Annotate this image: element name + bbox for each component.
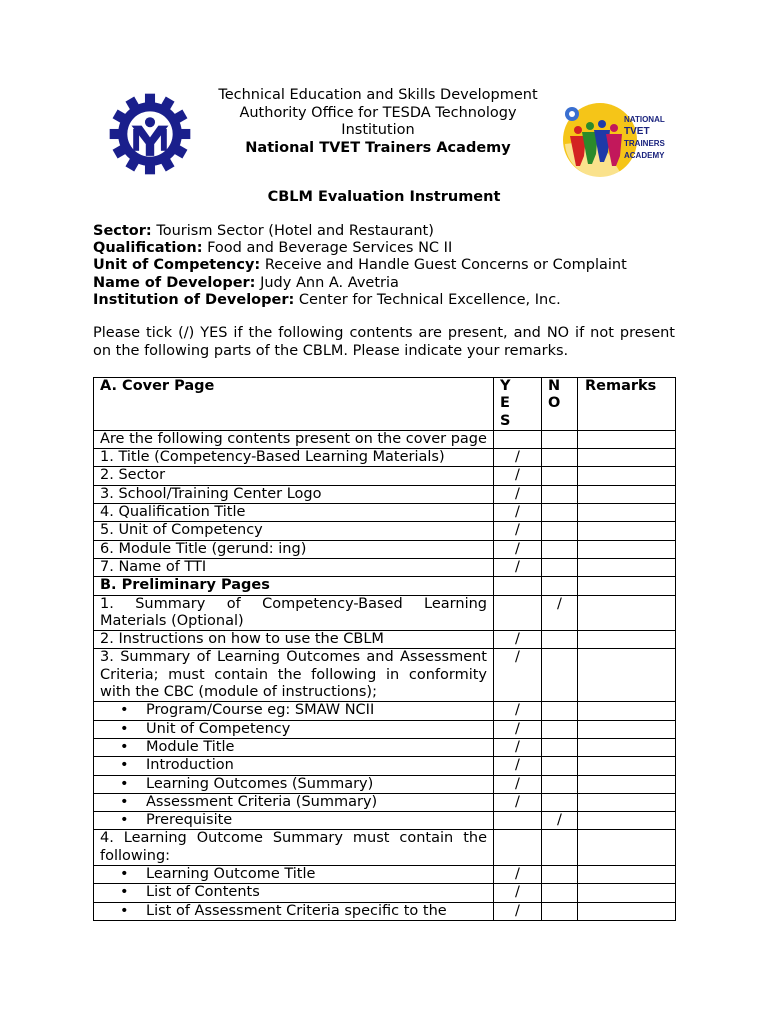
no-cell[interactable] [542,720,578,738]
checklist-item [94,812,494,830]
no-cell[interactable] [542,738,578,756]
tesda-gear-logo [108,92,192,176]
yes-cell[interactable]: / [494,757,542,775]
info-value: Receive and Handle Guest Concerns or Complaint [260,257,627,274]
remarks-cell[interactable] [578,540,676,558]
table-row [94,449,676,467]
table-row [94,884,676,902]
no-cell[interactable] [542,702,578,720]
yes-cell[interactable] [494,812,542,830]
no-cell[interactable] [542,793,578,811]
yes-cell[interactable]: / [494,793,542,811]
yes-cell[interactable] [494,577,542,595]
table-row [94,757,676,775]
checklist-item [94,884,494,902]
yes-cell[interactable]: / [494,702,542,720]
bullet-icon: • [120,775,129,792]
checklist-item: 2. Instructions on how to use the CBLM [94,631,494,649]
no-cell[interactable]: / [542,595,578,631]
remarks-cell[interactable] [578,793,676,811]
info-value: Judy Ann A. Avetria [255,274,399,291]
remarks-cell[interactable] [578,504,676,522]
ntta-line-2: TVET [624,126,650,137]
document-header [200,87,556,157]
no-cell[interactable] [542,884,578,902]
info-label: Qualification: [93,240,203,257]
yes-cell[interactable]: / [494,558,542,576]
checklist-item [94,775,494,793]
remarks-cell[interactable] [578,485,676,503]
checklist-item: 2. Sector [94,467,494,485]
no-cell[interactable] [542,902,578,920]
table-row [94,504,676,522]
remarks-cell[interactable] [578,558,676,576]
bullet-icon: • [120,884,129,901]
checklist-item: 3. School/Training Center Logo [94,485,494,503]
checklist-item [94,902,494,920]
yes-cell[interactable]: / [494,649,542,702]
table-row [94,649,676,702]
header-cover-page: A. Cover Page [94,378,494,431]
checklist-item [94,793,494,811]
no-cell[interactable] [542,577,578,595]
checklist-item [94,757,494,775]
remarks-cell[interactable] [578,812,676,830]
remarks-cell[interactable] [578,522,676,540]
checklist-item: 6. Module Title (gerund: ing) [94,540,494,558]
yes-cell[interactable]: / [494,449,542,467]
checklist-item-text: List of Contents [146,884,260,901]
yes-cell[interactable]: / [494,884,542,902]
table-row [94,430,676,448]
checklist-item-text: Introduction [146,757,234,774]
no-cell[interactable] [542,631,578,649]
info-qualification [93,240,693,257]
remarks-cell[interactable] [578,738,676,756]
table-row [94,738,676,756]
no-cell[interactable] [542,830,578,866]
table-row [94,812,676,830]
document-title: CBLM Evaluation Instrument [267,189,501,205]
no-cell[interactable] [542,775,578,793]
table-row [94,595,676,631]
info-value: Food and Beverage Services NC II [202,240,453,257]
checklist-item-text: List of Assessment Criteria specific to the [146,902,447,919]
checklist-item-text: Unit of Competency [146,720,291,737]
bullet-icon: • [120,793,129,810]
info-unit-of-competency [93,257,693,274]
yes-cell[interactable]: / [494,902,542,920]
remarks-cell[interactable] [578,902,676,920]
no-cell[interactable] [542,540,578,558]
info-label: Name of Developer: [93,274,256,291]
remarks-cell[interactable] [578,631,676,649]
yes-cell[interactable]: / [494,738,542,756]
header-line-2: Authority Office for TESDA Technology [239,104,517,121]
yes-cell[interactable]: / [494,504,542,522]
remarks-cell[interactable] [578,884,676,902]
yes-cell[interactable]: / [494,522,542,540]
checklist-item-text: Prerequisite [146,812,233,829]
table-row [94,720,676,738]
instructions: Please tick (/) YES if the following contents are present, and NO if not present on the following parts of the CBLM. Please indicate your remarks. [93,325,675,359]
header-no-label: NO [548,378,561,412]
info-developer-name [93,275,693,292]
yes-cell[interactable]: / [494,631,542,649]
header-yes-label: YES [500,378,511,429]
remarks-cell[interactable] [578,775,676,793]
info-sector [93,223,693,240]
evaluation-table [93,377,676,921]
no-cell[interactable] [542,485,578,503]
table-row [94,775,676,793]
checklist-item [94,738,494,756]
no-cell[interactable] [542,467,578,485]
no-cell[interactable] [542,504,578,522]
checklist-item: 4. Qualification Title [94,504,494,522]
checklist-item-text: Learning Outcome Title [146,866,316,883]
no-cell[interactable] [542,449,578,467]
info-value: Center for Technical Excellence, Inc. [294,291,561,308]
table-row [94,485,676,503]
remarks-cell[interactable] [578,649,676,702]
bullet-icon: • [120,738,129,755]
no-cell[interactable] [542,757,578,775]
info-label: Unit of Competency: [93,257,261,274]
ntta-line-1: NATIONAL [624,115,665,124]
bullet-icon: • [120,902,129,919]
checklist-item-text: Program/Course eg: SMAW NCII [146,702,375,719]
no-cell[interactable]: / [542,812,578,830]
table-row [94,522,676,540]
remarks-cell[interactable] [578,702,676,720]
checklist-item [94,866,494,884]
header-line-4: National TVET Trainers Academy [245,139,511,156]
no-cell[interactable] [542,558,578,576]
checklist-item-text: Assessment Criteria (Summary) [146,793,378,810]
table-row [94,540,676,558]
checklist-item: 3. Summary of Learning Outcomes and Assessment Criteria; must contain the following in conformity with the CBC (module of instructions); [94,649,494,702]
header-line-3: Institution [341,122,415,138]
table-row [94,702,676,720]
remarks-cell[interactable] [578,577,676,595]
checklist-item: 4. Learning Outcome Summary must contain the following: [94,830,494,866]
table-row [94,866,676,884]
section-heading: B. Preliminary Pages [94,577,494,595]
no-cell[interactable] [542,430,578,448]
remarks-cell[interactable] [578,595,676,631]
ntta-line-3: TRAINERS [624,139,665,148]
header-remarks: Remarks [578,378,676,431]
info-value: Tourism Sector (Hotel and Restaurant) [151,223,434,239]
table-row [94,830,676,866]
remarks-cell[interactable] [578,757,676,775]
remarks-cell[interactable] [578,866,676,884]
bullet-icon: • [120,757,129,774]
table-row [94,631,676,649]
checklist-item [94,720,494,738]
no-cell[interactable] [542,649,578,702]
header-yes [494,378,542,431]
table-row [94,577,676,595]
ntta-line-4: ACADEMY [624,151,665,160]
checklist-item: 1. Title (Competency-Based Learning Materials) [94,449,494,467]
bullet-icon: • [120,812,129,829]
info-label: Institution of Developer: [93,291,295,308]
remarks-cell[interactable] [578,467,676,485]
yes-cell[interactable] [494,595,542,631]
yes-cell[interactable]: / [494,720,542,738]
ntta-logo [560,100,672,178]
yes-cell[interactable] [494,830,542,866]
info-label: Sector: [93,223,152,239]
checklist-item-text: Module Title [146,738,235,755]
header-line-1: Technical Education and Skills Development [218,87,538,103]
table-row [94,467,676,485]
bullet-icon: • [120,866,129,883]
bullet-icon: • [120,720,129,737]
table-row [94,793,676,811]
checklist-item [94,702,494,720]
yes-cell[interactable]: / [494,467,542,485]
remarks-cell[interactable] [578,720,676,738]
yes-cell[interactable]: / [494,485,542,503]
checklist-item: Are the following contents present on the cover page [94,430,494,448]
checklist-item: 5. Unit of Competency [94,522,494,540]
checklist-item-text: Learning Outcomes (Summary) [146,775,374,792]
table-row [94,558,676,576]
bullet-icon: • [120,702,129,719]
table-row [94,902,676,920]
remarks-cell[interactable] [578,830,676,866]
remarks-cell[interactable] [578,430,676,448]
header-no [542,378,578,431]
no-cell[interactable] [542,522,578,540]
remarks-cell[interactable] [578,449,676,467]
yes-cell[interactable] [494,430,542,448]
checklist-item: 7. Name of TTI [94,558,494,576]
info-developer-institution [93,292,693,309]
checklist-item: 1. Summary of Competency-Based Learning Materials (Optional) [94,595,494,631]
table-header-row [94,378,676,431]
no-cell[interactable] [542,866,578,884]
yes-cell[interactable]: / [494,866,542,884]
info-block [93,223,693,309]
yes-cell[interactable]: / [494,775,542,793]
yes-cell[interactable]: / [494,540,542,558]
